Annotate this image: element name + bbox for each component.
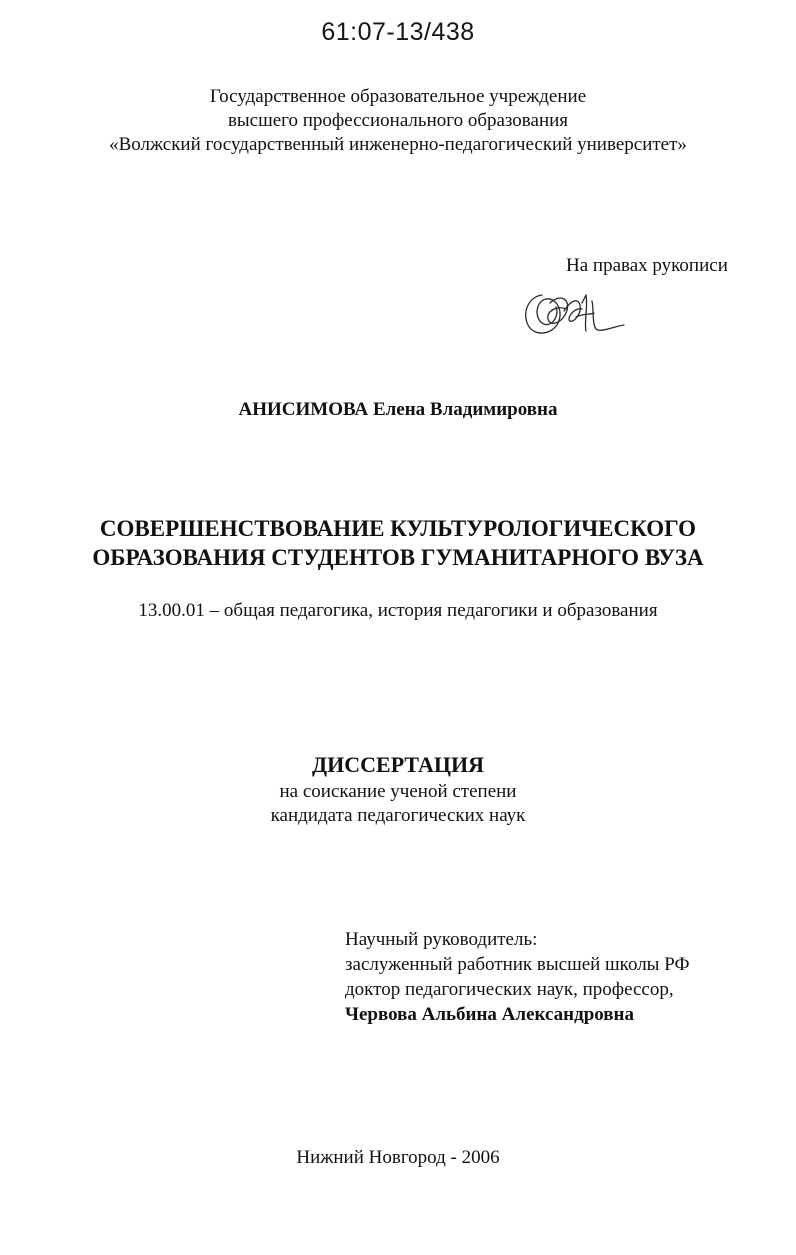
supervisor-block xyxy=(345,927,785,1027)
institution-header xyxy=(0,85,796,157)
degree-info xyxy=(0,780,796,828)
title-line-2: ОБРАЗОВАНИЯ СТУДЕНТОВ ГУМАНИТАРНОГО ВУЗА xyxy=(92,545,704,570)
institution-line-1: Государственное образовательное учреждение xyxy=(209,86,587,107)
manuscript-rights: На правах рукописи xyxy=(566,255,728,276)
title-line-1: СОВЕРШЕНСТВОВАНИЕ КУЛЬТУРОЛОГИЧЕСКОГО xyxy=(99,516,697,541)
author-name: АНИСИМОВА Елена Владимировна xyxy=(238,399,558,420)
document-type: ДИССЕРТАЦИЯ xyxy=(312,752,484,777)
degree-line-1: на соискание ученой степени xyxy=(279,781,517,802)
institution-line-3: «Волжский государственный инженерно-педагогический университет» xyxy=(109,134,687,155)
institution-line-2: высшего профессионального образования xyxy=(227,110,569,131)
city-year: Нижний Новгород - 2006 xyxy=(296,1147,500,1168)
supervisor-name: Червова Альбина Александровна xyxy=(345,1004,634,1025)
signature-icon xyxy=(520,283,630,343)
supervisor-degree: доктор педагогических наук, профессор, xyxy=(345,979,674,1000)
specialty-code: 13.00.01 – общая педагогика, история педагогики и образования xyxy=(138,600,658,621)
dissertation-title xyxy=(0,514,796,572)
catalog-number: 61:07-13/438 xyxy=(321,18,475,46)
degree-line-2: кандидата педагогических наук xyxy=(270,805,526,826)
supervisor-label: Научный руководитель: xyxy=(345,929,538,950)
supervisor-honor: заслуженный работник высшей школы РФ xyxy=(345,954,690,975)
